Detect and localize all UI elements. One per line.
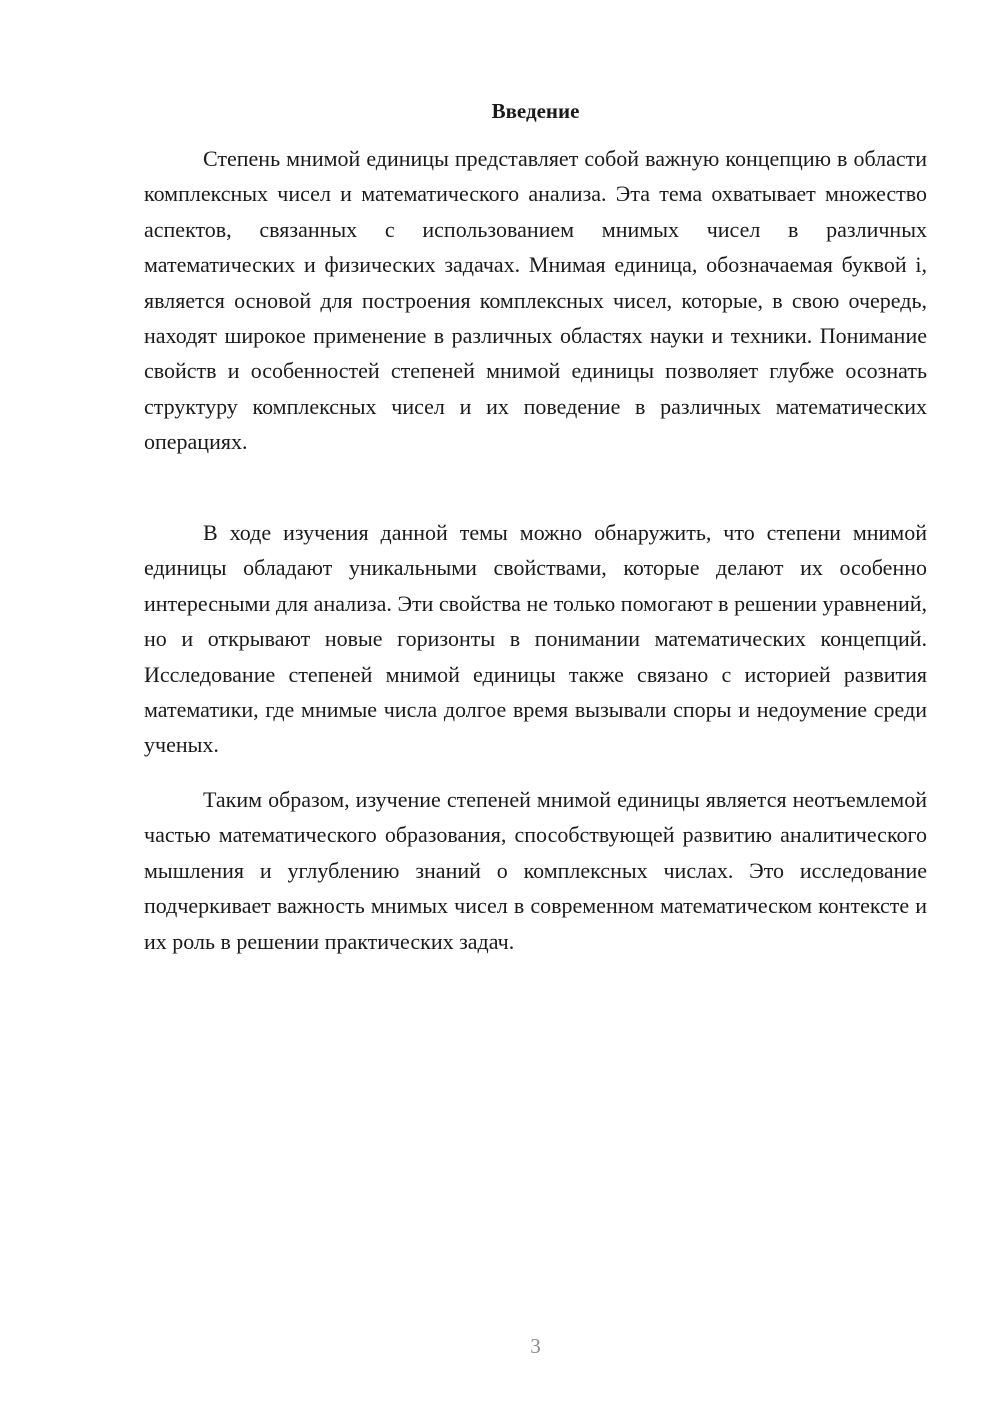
paragraph-2: В ходе изучения данной темы можно обнаружить, что степени мнимой единицы обладают уникальными свойствами, которые делают их особенно интересными для анализа. Эти свойства не только помогают в решении уравнений, но и открывают новые горизонты в понимании математических концепций. Исследование степеней мнимой единицы также связано с историей развития математики, где мнимые числа долгое время вызывали споры и недоумение среди ученых. bbox=[144, 520, 927, 758]
page-title: Введение bbox=[491, 99, 580, 123]
page-number: 3 bbox=[530, 1334, 541, 1358]
paragraph-1: Степень мнимой единицы представляет собой важную концепцию в области комплексных чисел и математического анализа. Эта тема охватывает множество аспектов, связанных с использованием мнимых чисел в различных математических и физических задачах. Мнимая единица, обозначаемая буквой i, является основой для построения комплексных чисел, которые, в свою очередь, находят широкое применение в различных областях науки и техники. Понимание свойств и особенностей степеней мнимой единицы позволяет глубже осознать структуру комплексных чисел и их поведение в различных математических операциях. bbox=[144, 146, 927, 455]
paragraph-3: Таким образом, изучение степеней мнимой единицы является неотъемлемой частью математического образования, способствующей развитию аналитического мышления и углублению знаний о комплексных числах. Это исследование подчеркивает важность мнимых чисел в современном математическом контексте и их роль в решении практических задач. bbox=[144, 787, 927, 954]
